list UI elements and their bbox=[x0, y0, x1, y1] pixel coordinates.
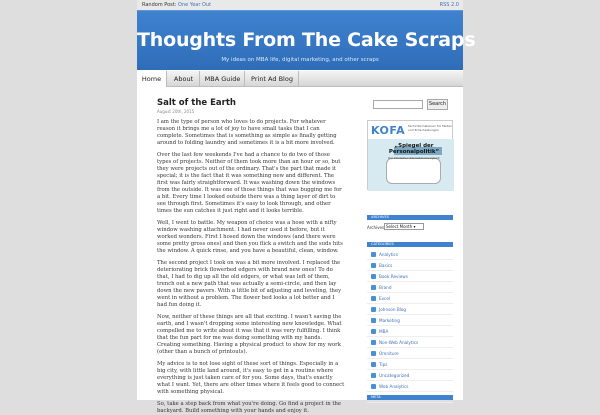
category-item[interactable] bbox=[367, 271, 453, 282]
category-label: Brand bbox=[379, 285, 392, 290]
archives-label: Archives bbox=[367, 225, 385, 230]
category-label: Omniture bbox=[379, 351, 399, 356]
category-item[interactable] bbox=[367, 359, 453, 370]
nav-print-ad-blog[interactable]: Print Ad Blog bbox=[246, 71, 299, 87]
ad-subtitle: Fachinformationen für Fakten und Entscheidungen bbox=[408, 124, 452, 132]
random-post-link[interactable]: One Year Out bbox=[178, 2, 212, 8]
random-post-label: Random Post: bbox=[142, 2, 177, 8]
archives-title: ARCHIVES bbox=[367, 215, 453, 220]
archives-select[interactable] bbox=[384, 223, 424, 230]
category-item[interactable] bbox=[367, 348, 453, 359]
category-icon bbox=[371, 263, 376, 268]
category-item[interactable] bbox=[367, 326, 453, 337]
post-paragraph: Well, I went to battle. My weapon of choice was a hose with a nifty window washing attachment. I had never used it before, but it worked wonders. First I hosed down the windows (and there were some pretty gross ones) and then you flick a switch and the suds hits the window. A quick rinse, and you have a beautiful, clean, window. bbox=[157, 220, 343, 254]
post-paragraph: So, take a step back from what you're doing. Go find a project in the backyard. Build something with your hands and enjoy it. bbox=[157, 401, 342, 414]
site-title[interactable]: Thoughts From The Cake Scraps bbox=[137, 29, 476, 51]
ad-headline: „Spiegel der Personalpolitik“ bbox=[388, 143, 440, 155]
category-label: Basics bbox=[379, 263, 393, 268]
category-label: Analytics bbox=[379, 252, 399, 257]
page-wrapper bbox=[137, 0, 476, 414]
post-paragraph: Over the last few weekends I've had a chance to do two of those types of projects. Neither of them took more than an hour or so, but they were projects out of the ordinary. That's the part that made it special; it is the fact that it was something new and different. The first was fairly straightforward. It was washing down the windows from the outside. It was one of those things that was bugging me for a bit. Every time I looked outside there was a thing layer of dirt to see through first. Sometimes it's easy to look through, and other times the sun catches it just right and it looks terrible. bbox=[157, 152, 342, 214]
category-label: Marketing bbox=[379, 318, 400, 323]
category-item[interactable] bbox=[367, 315, 453, 326]
nav-home[interactable]: Home bbox=[137, 71, 167, 87]
post-paragraph: My advice is to not lose sight of these sort of things. Especially in a big city, with little land around, it's easy to get in a routine where everything is just taken care of for you. Some days, that's exactly what I want. Yet, there are other times where it feels good to connect with something physical. bbox=[157, 361, 345, 395]
meta-title: META bbox=[367, 395, 453, 400]
category-item[interactable] bbox=[367, 304, 453, 315]
ad-logo: KOFA bbox=[371, 124, 406, 137]
rss-link[interactable]: RSS 2.0 bbox=[439, 2, 459, 8]
category-icon bbox=[371, 318, 376, 323]
categories-title: CATEGORIES bbox=[367, 242, 453, 247]
post-paragraph: I am the type of person who loves to do projects. For whatever reason it brings me a lot of joy to have small tasks that I can complete. Sometimes that is something as simple as finally getting around to folding laundry and sometimes it is a bit more involved. bbox=[157, 119, 337, 146]
category-label: Book Reviews bbox=[379, 274, 408, 279]
post-paragraph: Now, neither of these things are all that exciting. I wasn't saving the earth, and I wasn't dropping some interesting new knowledge. What compelled me to write about it was that it was very fulfilling. I think that the fun part for me was doing something with my hands. Creating something. Having a physical product to show for my work (other than a bunch of printouts). bbox=[157, 314, 342, 355]
category-icon bbox=[371, 351, 376, 356]
main-nav bbox=[137, 71, 463, 87]
post-title[interactable]: Salt of the Earth bbox=[157, 98, 236, 108]
category-icon bbox=[371, 362, 376, 367]
category-icon bbox=[371, 252, 376, 257]
category-label: Uncategorized bbox=[379, 373, 410, 378]
category-item[interactable] bbox=[367, 370, 453, 381]
ad-speech-bubble bbox=[386, 158, 441, 184]
category-icon bbox=[371, 274, 376, 279]
nav-mba-guide[interactable]: MBA Guide bbox=[201, 71, 245, 87]
random-post bbox=[142, 0, 211, 10]
category-icon bbox=[371, 384, 376, 389]
category-label: Non-Web Analytics bbox=[379, 340, 419, 345]
post-content bbox=[157, 98, 345, 415]
category-label: Tips bbox=[379, 362, 388, 367]
category-icon bbox=[371, 329, 376, 334]
category-list bbox=[367, 249, 453, 400]
category-icon bbox=[371, 373, 376, 378]
category-item[interactable] bbox=[367, 337, 453, 348]
category-icon bbox=[371, 285, 376, 290]
category-label: Excel bbox=[379, 296, 391, 301]
category-icon bbox=[371, 307, 376, 312]
site-header bbox=[137, 10, 476, 70]
sidebar-ad[interactable] bbox=[367, 120, 453, 190]
post-paragraph: The second project I took on was a bit more involved. I replaced the deteriorating brick flowerbed edgers with brand new ones! To do that, I had to dig up all the old edgers, or what was left of them, trench out a new path that was actually a semi-circle, and then lay down the new pavers. With a little bit of adjusting and leveling, they went in without a problem. The flower bed looks a lot better and I had fun doing it. bbox=[157, 260, 342, 308]
category-icon bbox=[371, 340, 376, 345]
category-item[interactable] bbox=[367, 249, 453, 260]
category-label: Johnson Blog bbox=[379, 307, 407, 312]
category-icon bbox=[371, 296, 376, 301]
category-item[interactable] bbox=[367, 260, 453, 271]
ad-subline: Der interaktive Unternehmensvergleich bbox=[388, 157, 440, 160]
category-item[interactable] bbox=[367, 282, 453, 293]
site-tagline: My ideas on MBA life, digital marketing, and other scraps bbox=[221, 57, 379, 63]
category-item[interactable] bbox=[367, 293, 453, 304]
top-bar bbox=[137, 0, 463, 10]
category-label: Web Analytics bbox=[379, 384, 409, 389]
search-button[interactable]: Search bbox=[427, 99, 448, 110]
chevron-down-icon: ▾ bbox=[413, 224, 416, 229]
archives-select-value: Select Month bbox=[386, 224, 413, 229]
post-date: August 20th, 2015 bbox=[157, 109, 195, 114]
category-label: MBA bbox=[379, 329, 389, 334]
category-item[interactable] bbox=[367, 381, 453, 392]
nav-about[interactable]: About bbox=[168, 71, 200, 87]
search-input[interactable] bbox=[373, 100, 423, 109]
